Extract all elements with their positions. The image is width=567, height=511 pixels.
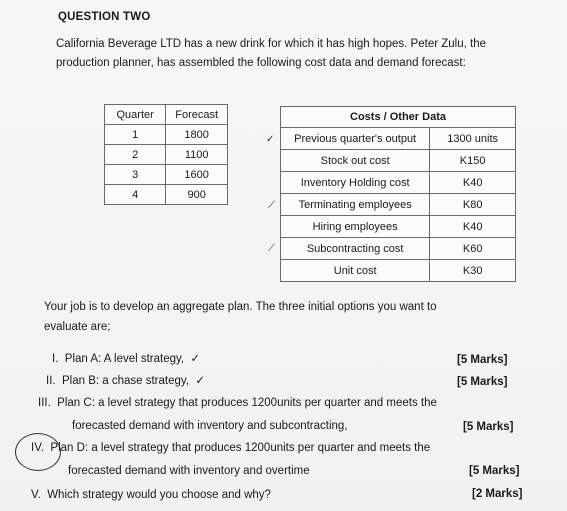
quarter-cell: 2 bbox=[105, 145, 166, 165]
forecast-cell: 1100 bbox=[166, 145, 228, 165]
forecast-cell: 900 bbox=[166, 185, 228, 205]
option-number: V. bbox=[31, 489, 41, 501]
checkmark-icon: ✓ bbox=[266, 134, 275, 145]
cost-item: Unit cost bbox=[281, 260, 430, 282]
quarter-cell: 3 bbox=[105, 165, 166, 185]
table-row bbox=[105, 185, 228, 205]
cost-header-row bbox=[281, 107, 516, 128]
option-3-marks: [5 Marks] bbox=[463, 421, 514, 433]
option-text: Plan D: a level strategy that produces 1200units per quarter and meets the bbox=[50, 442, 431, 454]
task-paragraph bbox=[44, 297, 514, 337]
cost-value: K60 bbox=[430, 238, 516, 260]
table-row bbox=[281, 238, 516, 260]
option-4-marks: [5 Marks] bbox=[469, 465, 520, 477]
checkmark-icon: ✓ bbox=[187, 353, 201, 365]
option-1 bbox=[52, 351, 200, 365]
table-row bbox=[105, 145, 228, 165]
cost-table-header: Costs / Other Data bbox=[281, 107, 516, 128]
forecast-cell: 1800 bbox=[166, 125, 228, 145]
cost-value: K30 bbox=[430, 260, 516, 282]
task-line-1: Your job is to develop an aggregate plan. The three initial options you want to bbox=[44, 301, 437, 313]
cost-value: K40 bbox=[430, 216, 516, 238]
option-1-marks: [5 Marks] bbox=[457, 354, 508, 366]
table-row bbox=[281, 260, 516, 282]
option-number: III. bbox=[38, 397, 51, 409]
cost-item: Hiring employees bbox=[281, 216, 430, 238]
option-text: Plan B: a chase strategy, bbox=[61, 375, 189, 387]
cost-item: Inventory Holding cost bbox=[281, 172, 430, 194]
quarter-header: Quarter bbox=[105, 105, 166, 125]
option-text: Which strategy would you choose and why? bbox=[47, 489, 271, 501]
forecast-cell: 1600 bbox=[166, 165, 228, 185]
option-number: II. bbox=[46, 375, 56, 387]
checkmark-icon: ⟋ bbox=[268, 243, 275, 254]
table-row bbox=[105, 125, 228, 145]
option-text: Plan A: A level strategy, bbox=[64, 353, 185, 365]
cost-value: K150 bbox=[430, 150, 516, 172]
cost-item: Terminating employees bbox=[281, 194, 430, 216]
cost-item: Previous quarter's output bbox=[281, 128, 430, 150]
cost-value: 1300 units bbox=[430, 128, 516, 150]
option-5-marks: [2 Marks] bbox=[472, 488, 523, 500]
option-4 bbox=[31, 442, 430, 454]
question-heading: QUESTION TWO bbox=[58, 11, 151, 23]
checkmark-icon: ⟋ bbox=[268, 200, 275, 211]
option-3-continuation: forecasted demand with inventory and subcontracting, bbox=[72, 420, 348, 432]
option-2 bbox=[46, 373, 205, 387]
cost-value: K80 bbox=[430, 194, 516, 216]
option-4-continuation: forecasted demand with inventory and overtime bbox=[68, 465, 310, 477]
forecast-header-row bbox=[105, 105, 228, 125]
cost-item: Stock out cost bbox=[281, 150, 430, 172]
checkmark-icon: ✓ bbox=[192, 375, 206, 387]
cost-item: Subcontracting cost bbox=[281, 238, 430, 260]
cost-value: K40 bbox=[430, 172, 516, 194]
quarter-cell: 1 bbox=[105, 125, 166, 145]
quarter-cell: 4 bbox=[105, 185, 166, 205]
table-row bbox=[281, 194, 516, 216]
option-text: Plan C: a level strategy that produces 1200units per quarter and meets the bbox=[57, 397, 437, 409]
option-5 bbox=[31, 489, 271, 501]
forecast-header: Forecast bbox=[166, 105, 228, 125]
forecast-table bbox=[104, 104, 228, 205]
option-3 bbox=[38, 397, 437, 409]
intro-line-2: production planner, has assembled the following cost data and demand forecast: bbox=[56, 57, 466, 69]
option-2-marks: [5 Marks] bbox=[457, 376, 508, 388]
table-row bbox=[281, 172, 516, 194]
option-number: IV. bbox=[31, 442, 45, 454]
table-row bbox=[105, 165, 228, 185]
option-number: I. bbox=[52, 353, 59, 365]
table-row bbox=[281, 216, 516, 238]
table-row bbox=[281, 150, 516, 172]
task-line-2: evaluate are; bbox=[44, 321, 111, 333]
intro-line-1: California Beverage LTD has a new drink for which it has high hopes. Peter Zulu, the bbox=[56, 38, 486, 50]
cost-table bbox=[280, 106, 516, 282]
table-row bbox=[281, 128, 516, 150]
intro-paragraph bbox=[56, 35, 536, 73]
